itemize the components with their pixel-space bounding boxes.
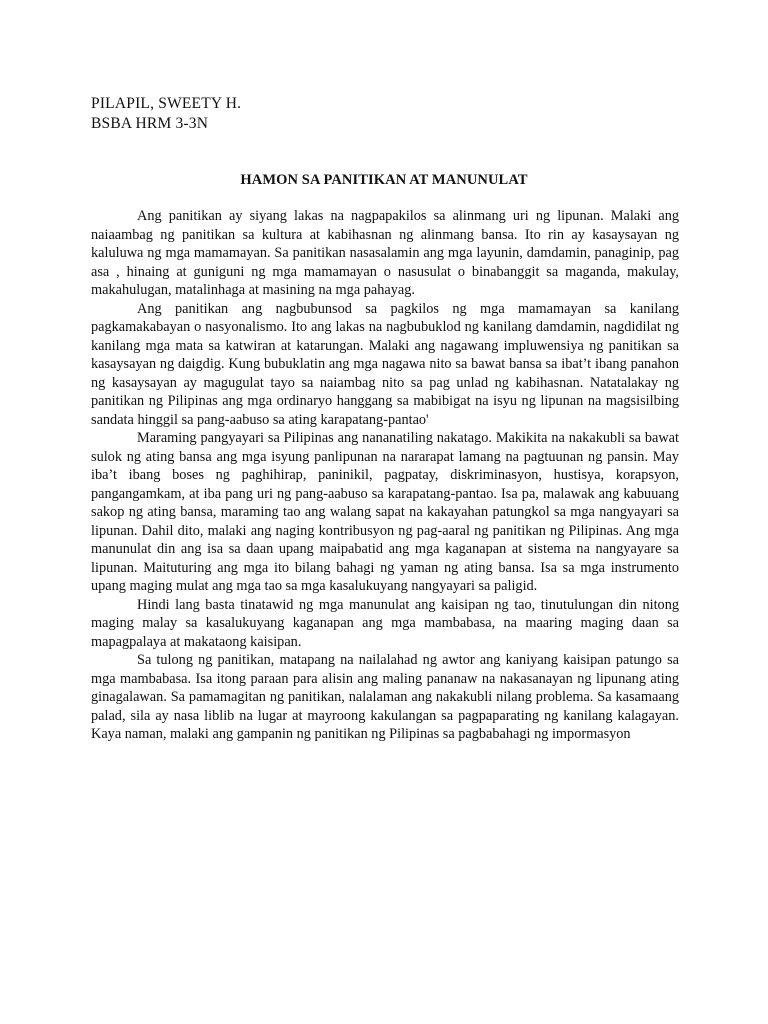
paragraph-5: Sa tulong ng panitikan, matapang na nailalahad ng awtor ang kaniyang kaisipan patungo sa mga mambabasa. Isa itong paraan para alisin ang maling pananaw na nakasanayan ng lipunang ating ginagalawan. Sa pamamagitan ng panitikan, nalalaman ang nakakubli nilang problema. Sa kasamaang palad, sila ay nasa liblib na lugar at mayroong kakulangan sa pagpaparating ng kanilang kalagayan. Kaya naman, malaki ang gampanin ng panitikan ng Pilipinas sa pagbabahagi ng impormasyon	[91, 652, 679, 742]
paragraph-1: Ang panitikan ay siyang lakas na nagpapakilos sa alinmang uri ng lipunan. Malaki ang naiaambag ng panitikan sa kultura at kabihasnan ng alinmang bansa. Ito rin ay kasaysayan ng kaluluwa ng mga mamamayan. Sa panitikan nasasalamin ang mga layunin, damdamin, panaginip, pag asa , hinaing at guniguni ng mga mamamayan o nasusulat o binabanggit sa maganda, makulay, makahulugan, matalinhaga at masining na mga pahayag.	[91, 208, 679, 298]
essay-title: HAMON SA PANITIKAN AT MANUNULAT	[240, 172, 528, 188]
author-course: BSBA HRM 3-3N	[91, 115, 209, 132]
author-name: PILAPIL, SWEETY H.	[91, 95, 242, 112]
paragraph-4: Hindi lang basta tinatawid ng mga manunulat ang kaisipan ng tao, tinutulungan din nitong maging malay sa kasalukuyang kaganapan ang mga mambabasa, na maaring maging daan sa mapagpalaya at makataong kaisipan.	[91, 596, 679, 650]
essay-body	[91, 207, 679, 744]
paragraph-3: Maraming pangyayari sa Pilipinas ang nananatiling nakatago. Makikita na nakakubli sa bawat sulok ng ating bansa ang mga isyung panlipunan na nararapat lamang na pagtuunan ng pansin. May iba’t ibang boses ng paghihirap, paninikil, pagpatay, diskriminasyon, hustisya, korapsyon, pangangamkam, at iba pang uri ng pang-aabuso sa karapatang-pantao. Isa pa, malawak ang kabuuang sakop ng ating bansa, maraming tao ang walang sapat na kakayahan patungkol sa mga nangyayari sa lipunan. Dahil dito, malaki ang naging kontribusyon ng pag-aaral ng panitikan ng Pilipinas. Ang mga manunulat din ang isa sa daan upang maipabatid ang mga kaganapan at sistema na nangyayare sa lipunan. Maituturing ang mga ito bilang bahagi ng yaman ng ating bansa. Isa sa mga instrumento upang maging mulat ang mga tao sa mga kasalukuyang nangyayari sa paligid.	[91, 430, 679, 594]
author-header	[91, 94, 241, 134]
paragraph-2: Ang panitikan ang nagbubunsod sa pagkilos ng mga mamamayan sa kanilang pagkamakabayan o nasyonalismo. Ito ang lakas na nagbubuklod ng kanilang damdamin, nagdidilat ng kanilang mga mata sa katwiran at katarungan. Malaki ang nagawang impluwensiya ng panitikan sa kasaysayan ng daigdig. Kung bubuklatin ang mga nagawa nito sa bawat bansa sa ibat’t ibang panahon ng kasaysayan ay magugulat tayo sa naiambag nito sa pag unlad ng kabihasnan. Natatalakay ng panitikan ng Pilipinas ang mga ordinaryo hanggang sa mabibigat na isyu ng lipunan na magsisilbing sandata hinggil sa pang-aabuso sa ating karapatang-pantao'	[91, 300, 679, 428]
